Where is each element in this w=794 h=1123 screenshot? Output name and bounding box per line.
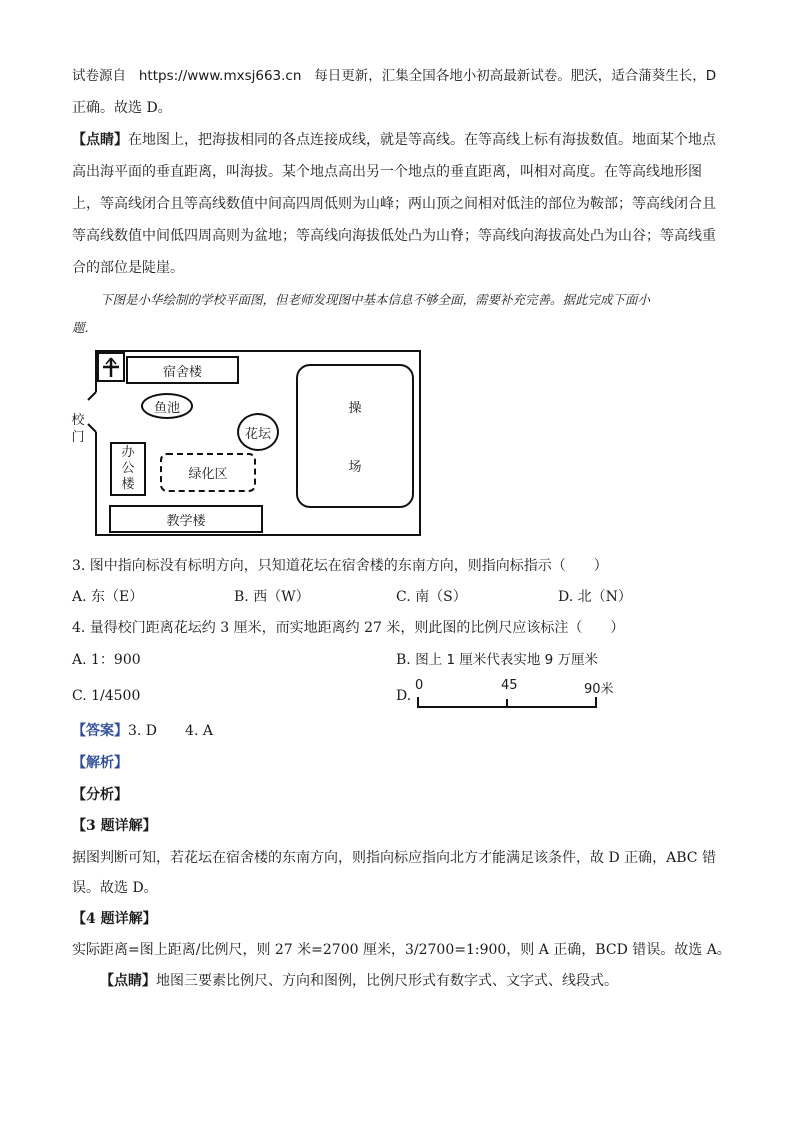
dianjing-line: 合的部位是陡崖。 [72, 260, 184, 276]
q4-option-d[interactable] [396, 686, 411, 706]
flowerbed-label: 花坛 [244, 426, 271, 442]
q3-stem: 3. 图中指向标没有标明方向，只知道花坛在宿舍楼的东南方向，则指向标指示（ ） [72, 558, 608, 574]
playground-box [296, 364, 414, 508]
dianjing-line: 等高线数值中间低四周高则为盆地；等高线向海拔低处凸为山脊；等高线向海拔高处凸为山谷；等高线重 [72, 228, 716, 244]
flowerbed-circle [237, 413, 279, 451]
dormitory-label: 宿舍楼 [162, 364, 202, 380]
green-area-label: 绿化区 [188, 467, 228, 482]
q4-detail-line: 实际距离=图上距离/比例尺，则 27 米=2700 厘米，3/2700=1:900，则 A 正确，BCD 错误。故选 A。 [72, 942, 731, 958]
source-url[interactable]: https://www.mxsj663.cn [138, 68, 302, 84]
fenxi-label: 【分析】 [72, 787, 128, 803]
answer-line [72, 721, 213, 741]
intro-line: 题. [72, 320, 89, 335]
dianjing-label: 【点睛】 [72, 132, 128, 148]
dianjing2-label: 【点睛】 [100, 973, 156, 989]
q3-option-c[interactable]: C. 南（S） [396, 589, 467, 605]
q4-stem: 4. 量得校门距离花坛约 3 厘米，而实地距离约 27 米，则此图的比例尺应该标注（ ） [72, 620, 625, 636]
north-arrow-box [97, 352, 125, 382]
dianjing-line: 上，等高线闭合且等高线数值中间高四周低则为山峰；两山顶之间相对低洼的部位为鞍部；等高线闭合且 [72, 196, 716, 212]
fishpond-ellipse [141, 393, 193, 419]
dianjing2-text: 地图三要素比例尺、方向和图例，比例尺形式有数字式、文字式、线段式。 [156, 973, 618, 989]
playground-char: 场 [348, 460, 362, 475]
office-char: 公 [121, 461, 135, 476]
q4-option-b[interactable] [396, 650, 598, 670]
q4-option-a[interactable]: A. 1：900 [72, 652, 141, 668]
q3-detail-line: 据图判断可知，若花坛在宿舍楼的东南方向，则指向标应指向北方才能满足该条件，故 D 正确，ABC 错 [72, 850, 716, 866]
q4-option-b-text: 图上 1 厘米代表实地 9 万厘米 [415, 652, 599, 668]
q4-detail-label: 【4 题详解】 [72, 911, 157, 927]
gate-char: 门 [71, 430, 85, 445]
dormitory-box [126, 356, 239, 384]
dianjing-line: 高出海平面的垂直距离，叫海拔。某个地点高出另一个地点的垂直距离，叫相对高度。在等高线地形图 [72, 164, 702, 180]
dianjing-line: 在地图上，把海拔相同的各点连接成线，就是等高线。在等高线上标有海拔数值。地面某个地点 [128, 132, 716, 148]
answer-label: 【答案】 [72, 723, 128, 739]
q3-detail-line: 误。故选 D。 [72, 880, 158, 896]
scale-label-45: 45 [501, 678, 518, 693]
prev-answer-end: 正确。故选 D。 [72, 100, 172, 116]
teaching-building-label: 教学楼 [166, 513, 206, 529]
source-slogan: 每日更新，汇集全国各地小初高最新试卷。肥沃，适合蒲葵生长，D [314, 68, 717, 84]
office-char: 办 [121, 445, 135, 460]
intro-line: 下图是小华绘制的学校平面图，但老师发现图中基本信息不够全面，需要补充完善。据此完成下面小 [100, 292, 651, 307]
q4-option-d-label: D. [396, 688, 412, 704]
q4-option-b-prefix: B. [396, 652, 416, 668]
gate-char: 校 [71, 413, 85, 428]
green-area-box [160, 453, 256, 492]
header-line [72, 66, 716, 86]
jiexi-label: 【解析】 [72, 755, 128, 771]
office-building-box [110, 442, 146, 496]
teaching-building-box [109, 505, 263, 533]
q3-option-d[interactable]: D. 北（N） [558, 589, 632, 605]
scale-label-0: 0 [415, 678, 424, 693]
office-char: 楼 [121, 477, 135, 492]
q3-detail-label: 【3 题详解】 [72, 818, 157, 834]
direction-arrow-icon [101, 356, 121, 378]
scale-label-90: 90米 [584, 682, 614, 697]
dianjing-paragraph-2 [100, 971, 618, 991]
q4-option-c[interactable]: C. 1/4500 [72, 688, 141, 704]
gate-door-icon [86, 390, 106, 434]
scale-bar [414, 678, 614, 712]
dianjing-paragraph-1 [72, 130, 716, 150]
fishpond-label: 鱼池 [153, 400, 180, 416]
answer-text: 3. D 4. A [128, 723, 213, 739]
playground-char: 操 [348, 401, 362, 416]
q3-option-a[interactable]: A. 东（E） [72, 589, 144, 605]
q3-option-b[interactable]: B. 西（W） [234, 589, 310, 605]
gate-label [70, 412, 86, 446]
scale-line-icon [414, 695, 604, 711]
source-label: 试卷源自 [72, 68, 126, 84]
